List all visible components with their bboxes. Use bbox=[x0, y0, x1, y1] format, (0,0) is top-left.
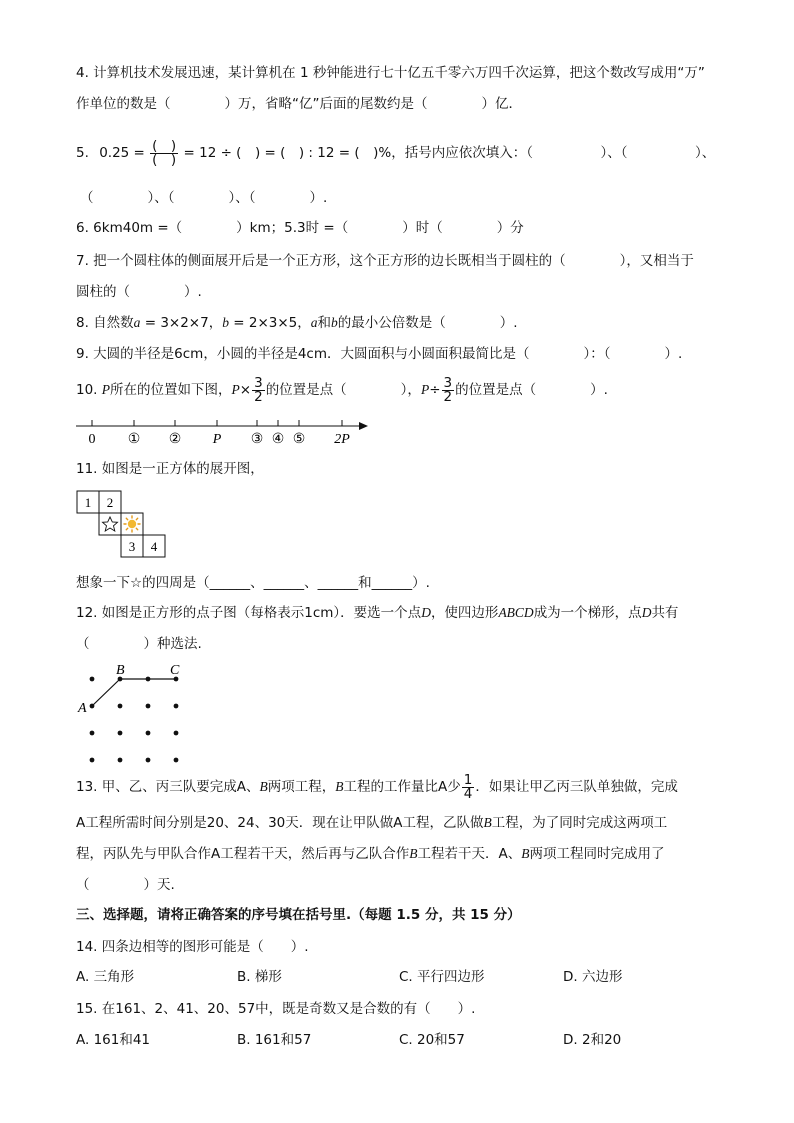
q8-b-expr: = 2×3×5， bbox=[228, 315, 311, 331]
q13-var-b4: B bbox=[409, 846, 418, 861]
q8-prefix: 8. 自然数 bbox=[76, 315, 134, 331]
q8-mid: 和 bbox=[317, 315, 332, 331]
q12-var-d2: D bbox=[641, 605, 652, 620]
q11-question: 想象一下☆的四周是（______、______、______和______）. bbox=[76, 575, 430, 591]
q8-var-a2: a bbox=[310, 315, 318, 330]
q12-dot-grid bbox=[72, 658, 192, 768]
q14-stem: 14. 四条边相等的图形可能是（ ）. bbox=[76, 939, 309, 955]
q9-text: 9. 大圆的半径是6cm，小圆的半径是4cm．大圆面积与小圆面积最简比是（ ）：（ ）. bbox=[76, 346, 683, 362]
q12-line2: （ ）种选法. bbox=[76, 636, 202, 652]
q5-line1 bbox=[76, 136, 715, 170]
q12-var-d: D bbox=[421, 605, 431, 620]
q13-line3-prefix: 程，丙队先与甲队合作A工程若干天，然后再与乙队合作 bbox=[76, 846, 410, 862]
q10-var-p3: P bbox=[420, 382, 430, 397]
q13-line2 bbox=[76, 814, 667, 832]
q13-fraction bbox=[462, 771, 475, 802]
tick-label-zero: 0 bbox=[88, 432, 96, 447]
star-icon bbox=[103, 517, 118, 531]
grid-dot-1-2 bbox=[146, 704, 151, 709]
q12-suffix: 共有 bbox=[651, 605, 679, 621]
point-label-b: B bbox=[116, 663, 125, 678]
q15-stem: 15. 在161、2、41、20、57中，既是奇数又是合数的有（ ）. bbox=[76, 1001, 476, 1017]
q14-option-c[interactable]: C. 平行四边形 bbox=[399, 969, 485, 985]
q10-part1: 所在的位置如下图， bbox=[110, 382, 232, 398]
grid-dot-3-3 bbox=[174, 758, 179, 763]
q5-frac-den: ( ) bbox=[152, 151, 177, 168]
tick-label-2p: 2P bbox=[334, 432, 350, 447]
q10-frac1-den: 2 bbox=[254, 388, 263, 405]
q13-var-b2: B bbox=[335, 779, 344, 794]
q13-line3 bbox=[76, 845, 664, 863]
q7-line2: 圆柱的（ ）. bbox=[76, 284, 202, 300]
q13-line3-mid: 工程若干天．A、 bbox=[417, 846, 522, 862]
net-label-4: 4 bbox=[150, 539, 158, 554]
q14-option-b[interactable]: B. 梯形 bbox=[237, 969, 282, 985]
net-label-1: 1 bbox=[84, 495, 92, 510]
q10-text bbox=[76, 373, 608, 407]
q13-line4: （ ）天. bbox=[76, 877, 175, 893]
q5-line2: （ ）、（ ）、（ ）. bbox=[80, 190, 328, 206]
q14-option-d[interactable]: D. 六边形 bbox=[563, 969, 623, 985]
q5-frac-num: ( ) bbox=[152, 137, 177, 154]
net-label-2: 2 bbox=[106, 495, 114, 510]
q13-mid: 两项工程， bbox=[267, 779, 336, 795]
q13-mid2: 工程的工作量比A少 bbox=[343, 779, 461, 795]
q13-line2-prefix: A工程所需时间分别是20、24、30天．现在让甲队做A工程，乙队做 bbox=[76, 815, 484, 831]
q8-suffix: 的最小公倍数是（ ）. bbox=[337, 315, 518, 331]
q10-var-p2: P bbox=[231, 382, 240, 397]
section-3-title: 三、选择题，请将正确答案的序号填在括号里.（每题 1.5 分，共 15 分） bbox=[76, 907, 521, 923]
q10-op-times: × bbox=[239, 382, 252, 398]
q12-quad: ABCD bbox=[498, 605, 534, 620]
grid-dot-1-1 bbox=[118, 704, 123, 709]
q10-var-p: P bbox=[101, 382, 111, 397]
q15-option-a[interactable]: A. 161和41 bbox=[76, 1032, 151, 1048]
q10-frac2-num: 3 bbox=[443, 374, 453, 391]
point-label-c: C bbox=[170, 663, 180, 678]
q13-frac-num: 1 bbox=[463, 771, 473, 788]
q13-prefix: 13. 甲、乙、丙三队要完成A、 bbox=[76, 779, 260, 795]
q8-a-expr: = 3×2×7， bbox=[140, 315, 223, 331]
q15-option-b[interactable]: B. 161和57 bbox=[237, 1032, 312, 1048]
q5-number: 5. bbox=[76, 145, 89, 161]
q12-prefix: 12. 如图是正方形的点子图（每格表示1cm）．要选一个点 bbox=[76, 605, 422, 621]
q13-var-b1: B bbox=[259, 779, 268, 794]
grid-dot-0-0 bbox=[90, 677, 95, 682]
q8-text bbox=[76, 314, 518, 332]
grid-dot-1-0 bbox=[90, 704, 95, 709]
q6-text: 6. 6km40m =（ ）km；5.3时 =（ ）时（ ）分 bbox=[76, 220, 524, 236]
q10-op-divide: ÷ bbox=[429, 382, 441, 398]
point-label-a: A bbox=[78, 701, 87, 716]
q5-fraction bbox=[150, 137, 178, 168]
grid-dot-2-2 bbox=[146, 731, 151, 736]
q7-line1: 7. 把一个圆柱体的侧面展开后是一个正方形，这个正方形的边长既相当于圆柱的（ ），又相当于 bbox=[76, 253, 694, 269]
q10-number: 10. bbox=[76, 382, 98, 398]
segment-ab bbox=[92, 679, 120, 706]
tick-label-circle-5: ⑤ bbox=[292, 432, 306, 447]
grid-dot-3-0 bbox=[90, 758, 95, 763]
q12-mid2: 成为一个梯形，点 bbox=[533, 605, 642, 621]
q5-rhs: = 12 ÷ ( ) = ( ) : 12 = ( )%，括号内应依次填入：（ ）、（ ）、 bbox=[183, 145, 716, 161]
q15-option-d[interactable]: D. 2和20 bbox=[563, 1032, 622, 1048]
q10-part3: 的位置是点（ ）. bbox=[455, 382, 608, 398]
q15-option-c[interactable]: C. 20和57 bbox=[399, 1032, 465, 1048]
q8-var-b2: b bbox=[331, 315, 338, 330]
q12-mid: ，使四边形 bbox=[430, 605, 499, 621]
q10-frac1-num: 3 bbox=[254, 374, 263, 391]
grid-dot-2-0 bbox=[90, 731, 95, 736]
tick-label-circle-1: ① bbox=[127, 432, 141, 447]
q10-frac2-den: 2 bbox=[443, 388, 453, 405]
tick-label-circle-2: ② bbox=[168, 432, 182, 447]
tick-label-circle-3: ③ bbox=[250, 432, 264, 447]
q12-line1 bbox=[76, 604, 678, 622]
q10-fraction1 bbox=[252, 374, 265, 405]
net-label-3: 3 bbox=[128, 539, 136, 554]
q8-var-b: b bbox=[222, 315, 229, 330]
axis-arrow-icon bbox=[359, 422, 368, 430]
q10-fraction2 bbox=[442, 374, 455, 405]
grid-dot-3-1 bbox=[118, 758, 123, 763]
q11-title: 11. 如图是一正方体的展开图， bbox=[76, 461, 264, 477]
grid-dot-2-3 bbox=[174, 731, 179, 736]
q11-cube-net bbox=[76, 490, 172, 560]
q4-line1: 4. 计算机技术发展迅速，某计算机在 1 秒钟能进行七十亿五千零六万四千次运算，把这个数改写成用“万” bbox=[76, 65, 705, 81]
tick-label-circle-4: ④ bbox=[271, 432, 285, 447]
q10-number-line bbox=[72, 412, 372, 448]
q10-part2: 的位置是点（ ）， bbox=[265, 382, 421, 398]
q5-lhs: 0.25 = bbox=[99, 145, 145, 161]
grid-dot-0-2 bbox=[146, 677, 151, 682]
q13-var-b5: B bbox=[521, 846, 530, 861]
q4-line2: 作单位的数是（ ）万，省略“亿”后面的尾数约是（ ）亿． bbox=[76, 96, 522, 112]
sun-icon bbox=[124, 516, 140, 532]
grid-dot-1-3 bbox=[174, 704, 179, 709]
q14-option-a[interactable]: A. 三角形 bbox=[76, 969, 135, 985]
q13-line2-suffix: 工程，为了同时完成这两项工 bbox=[491, 815, 668, 831]
grid-dot-2-1 bbox=[118, 731, 123, 736]
q13-frac-den: 4 bbox=[463, 785, 473, 802]
q13-line1 bbox=[76, 770, 678, 804]
q13-var-b3: B bbox=[483, 815, 492, 830]
q13-suffix: ．如果让甲乙丙三队单独做，完成 bbox=[475, 779, 678, 795]
q8-var-a: a bbox=[133, 315, 141, 330]
q13-line3-suffix: 两项工程同时完成用了 bbox=[529, 846, 665, 862]
grid-dot-3-2 bbox=[146, 758, 151, 763]
tick-label-p: P bbox=[212, 432, 222, 447]
